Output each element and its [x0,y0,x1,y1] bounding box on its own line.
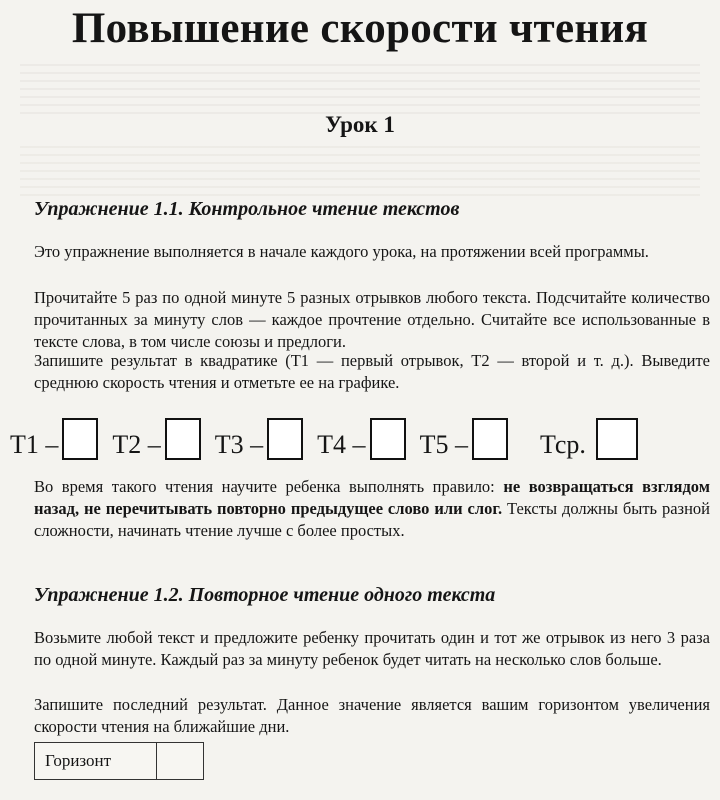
result-t4-box[interactable] [370,418,406,460]
bleed-through [20,58,700,118]
result-t2-label: Т2 – [112,430,161,459]
result-t5-box[interactable] [472,418,508,460]
result-tavg [540,418,638,460]
result-tavg-box[interactable] [596,418,638,460]
result-t2 [112,418,200,460]
horizon-field [34,742,204,780]
exercise-1-paragraph-1: Это упражнение выполняется в начале каждого урока, на протяжении всей программы. [34,242,649,261]
result-boxes-row [10,410,710,460]
page-title: Повышение скорости чтения [71,5,649,52]
bleed-through [20,140,700,200]
exercise-2-title: Упражнение 1.2. Повторное чтение одного текста [34,584,496,606]
result-t5 [420,418,508,460]
result-t3-box[interactable] [267,418,303,460]
rule-bold-text: не возвращаться взглядом назад, не перечитывать повторно предыдущее слово или слог. [34,477,710,518]
lesson-heading: Урок 1 [325,112,395,137]
result-t1-label: Т1 – [10,430,59,459]
rule-end-text: Тексты должны быть разной сложности, начинать чтение лучше с более простых. [34,499,710,540]
result-t2-box[interactable] [165,418,201,460]
exercise-1-paragraph-3: Запишите результат в квадратике (Т1 — первый отрывок, Т2 — второй и т. д.). Выведите среднюю скорость чтения и отметьте ее на графике. [34,351,710,392]
exercise-1-title: Упражнение 1.1. Контрольное чтение текстов [34,198,460,220]
exercise-2-paragraph-2: Запишите последний результат. Данное значение является вашим горизонтом увеличения скорости чтения на ближайшие дни. [34,695,710,736]
horizon-value-box[interactable] [156,743,203,779]
result-t1-box[interactable] [62,418,98,460]
rule-intro-text: Во время такого чтения научите ребенка выполнять правило: [34,477,504,496]
result-t4-label: Т4 – [317,430,366,459]
result-tavg-label: Тср. [539,430,586,459]
result-t5-label: Т5 – [419,430,468,459]
result-t4 [317,418,405,460]
result-t3-label: Т3 – [214,430,264,459]
result-t3 [215,418,303,460]
exercise-2-paragraph-1: Возьмите любой текст и предложите ребенку прочитать один и тот же отрывок из него 3 раза по одной минуте. Каждый раз за минуту ребенок будет читать на несколько слов больше. [34,628,710,669]
exercise-1-paragraph-4 [34,476,710,542]
exercise-1-paragraph-2: Прочитайте 5 раз по одной минуте 5 разных отрывков любого текста. Подсчитайте количество прочитанных за минуту слов — каждое прочтение отдельно. Считайте все использованные в тексте слова, в том числе союзы и предлоги. [34,288,710,351]
result-t1 [10,418,98,460]
horizon-label: Горизонт [45,751,112,770]
